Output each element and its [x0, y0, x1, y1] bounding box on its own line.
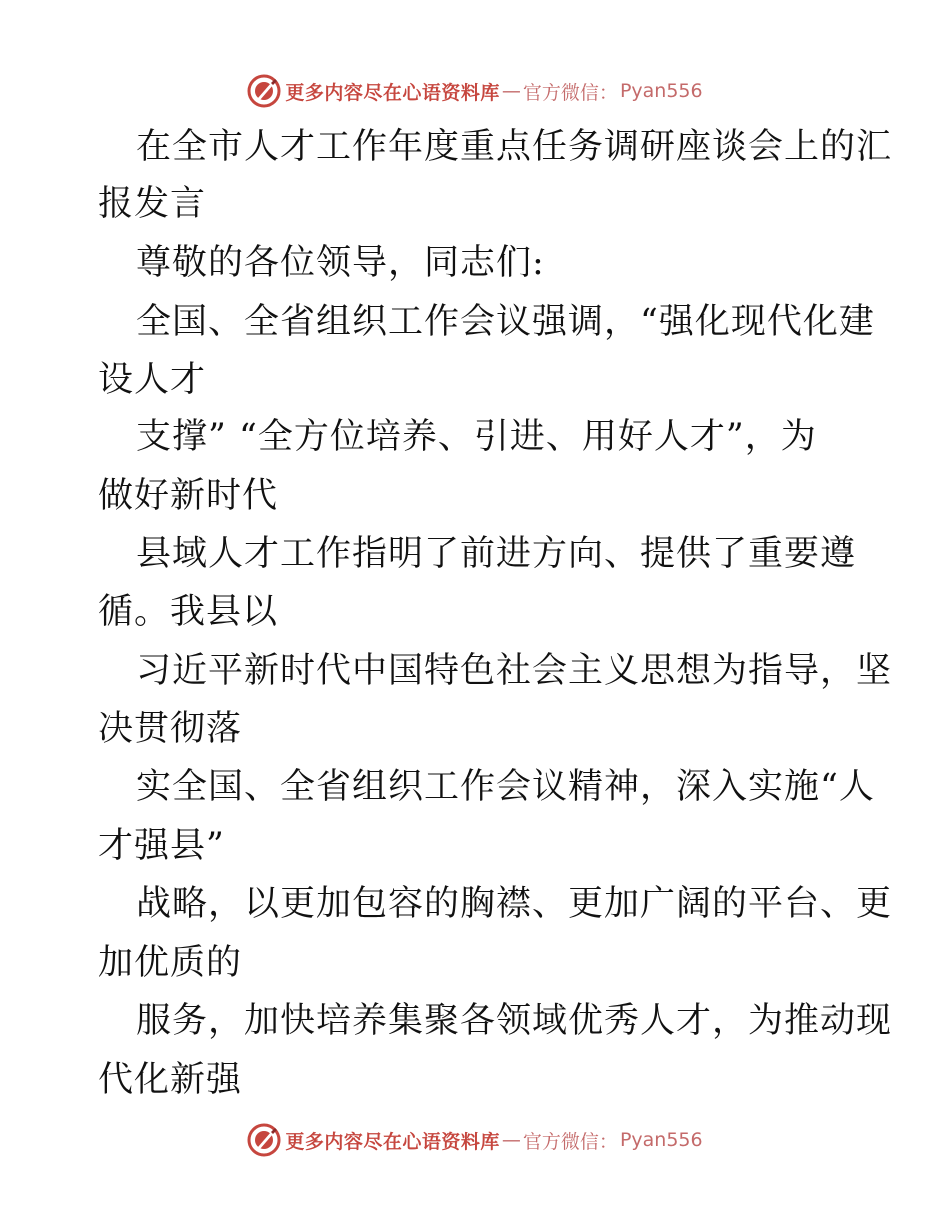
- salutation: 尊敬的各位领导，同志们:: [136, 243, 545, 283]
- watermark-label: 官方微信：: [522, 1130, 618, 1153]
- text-line: 决贯彻落: [98, 709, 243, 749]
- text-line: 实全国、全省组织工作会议精神，深入实施“人: [136, 767, 875, 807]
- watermark-brand: 更多内容尽在心语资料库: [285, 81, 500, 104]
- watermark-wechat-id: Pyan556: [619, 80, 703, 102]
- pen-circle-logo-icon: [247, 74, 281, 108]
- text-line: 全国、全省组织工作会议强调，“强化现代化建: [136, 302, 875, 342]
- watermark-dash: —: [501, 80, 521, 102]
- text-line: 县域人才工作指明了前进方向、提供了重要遵: [136, 534, 857, 574]
- text-line: 才强县”: [98, 826, 225, 866]
- text-line: 循。我县以: [98, 592, 279, 632]
- text-line: 做好新时代: [98, 476, 279, 516]
- text-line: 加优质的: [98, 943, 243, 983]
- footer-watermark: [0, 1120, 950, 1160]
- text-line: 战略，以更加包容的胸襟、更加广阔的平台、更: [136, 884, 893, 924]
- text-line: 代化新强: [98, 1060, 243, 1100]
- text-line: 支撑” “全方位培养、引进、用好人才”，为: [136, 417, 817, 457]
- text-line: 服务，加快培养集聚各领域优秀人才，为推动现: [136, 1001, 893, 1041]
- text-line: 习近平新时代中国特色社会主义思想为指导，坚: [136, 651, 893, 691]
- watermark-brand: 更多内容尽在心语资料库: [285, 1130, 500, 1153]
- text-line: 报发言: [98, 184, 207, 224]
- text-line: 在全市人才工作年度重点任务调研座谈会上的汇: [136, 127, 893, 167]
- header-watermark: [0, 71, 950, 111]
- watermark-wechat-id: Pyan556: [619, 1129, 703, 1151]
- watermark-dash: —: [501, 1129, 521, 1151]
- watermark-label: 官方微信：: [522, 81, 618, 104]
- text-line: 设人才: [98, 360, 207, 400]
- pen-circle-logo-icon: [247, 1123, 281, 1157]
